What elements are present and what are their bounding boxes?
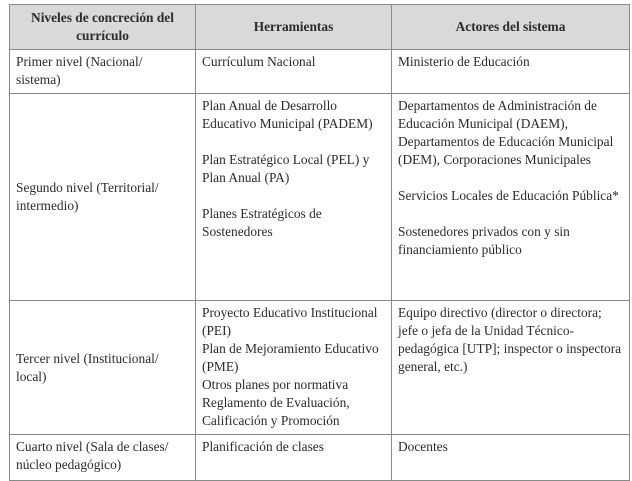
curriculum-levels-table xyxy=(9,4,630,481)
header-tools: Herramientas xyxy=(196,5,392,50)
actor-item: Servicios Locales de Educación Pública* xyxy=(398,188,619,203)
actor-item: Ministerio de Educación xyxy=(398,54,530,69)
level-cell: Primer nivel (Nacional/ sistema) xyxy=(10,50,196,94)
header-row xyxy=(10,5,630,50)
level-cell: Tercer nivel (Institucional/ local) xyxy=(10,301,196,435)
tool-item: Planes Estratégicos de Sostenedores xyxy=(202,206,322,239)
table-row xyxy=(10,94,630,301)
tools-cell xyxy=(196,50,392,94)
tool-item: Plan Anual de Desarrollo Educativo Municipal (PADEM) xyxy=(202,98,373,131)
level-cell: Segundo nivel (Territorial/ intermedio) xyxy=(10,94,196,301)
header-levels: Niveles de concreción del currículo xyxy=(10,5,196,50)
actors-cell xyxy=(392,50,630,94)
tool-item: Plan Estratégico Local (PEL) y Plan Anual (PA) xyxy=(202,152,370,185)
tool-item: Currículum Nacional xyxy=(202,54,316,69)
spacer xyxy=(398,205,623,223)
spacer xyxy=(202,133,385,151)
level-cell: Cuarto nivel (Sala de clases/ núcleo pedagógico) xyxy=(10,435,196,481)
tools-cell xyxy=(196,435,392,481)
actor-item: Docentes xyxy=(398,439,448,454)
tool-item: Reglamento de Evaluación, Calificación y Promoción xyxy=(202,395,350,428)
actor-item: Equipo directivo (director o directora; jefe o jefa de la Unidad Técnico-pedagógica [UTP]; inspector o inspectora general, etc.) xyxy=(398,305,622,374)
header-actors: Actores del sistema xyxy=(392,5,630,50)
spacer xyxy=(202,187,385,205)
table-header xyxy=(10,5,630,50)
tools-cell xyxy=(196,94,392,301)
table-row xyxy=(10,301,630,435)
tool-item: Plan de Mejoramiento Educativo (PME) xyxy=(202,341,379,374)
tool-item: Planificación de clases xyxy=(202,439,324,454)
tool-item: Proyecto Educativo Institucional (PEI) xyxy=(202,305,378,338)
tools-cell xyxy=(196,301,392,435)
table-body xyxy=(10,50,630,481)
actors-cell xyxy=(392,435,630,481)
actors-cell xyxy=(392,301,630,435)
actor-item: Departamentos de Administración de Educación Municipal (DAEM), Departamentos de Educación Municipal (DEM), Corporaciones Municipales xyxy=(398,98,614,167)
spacer xyxy=(398,169,623,187)
tool-item: Otros planes por normativa xyxy=(202,377,349,392)
actor-item: Sostenedores privados con y sin financiamiento público xyxy=(398,224,570,257)
actors-cell xyxy=(392,94,630,301)
table-row xyxy=(10,435,630,481)
table-row xyxy=(10,50,630,94)
